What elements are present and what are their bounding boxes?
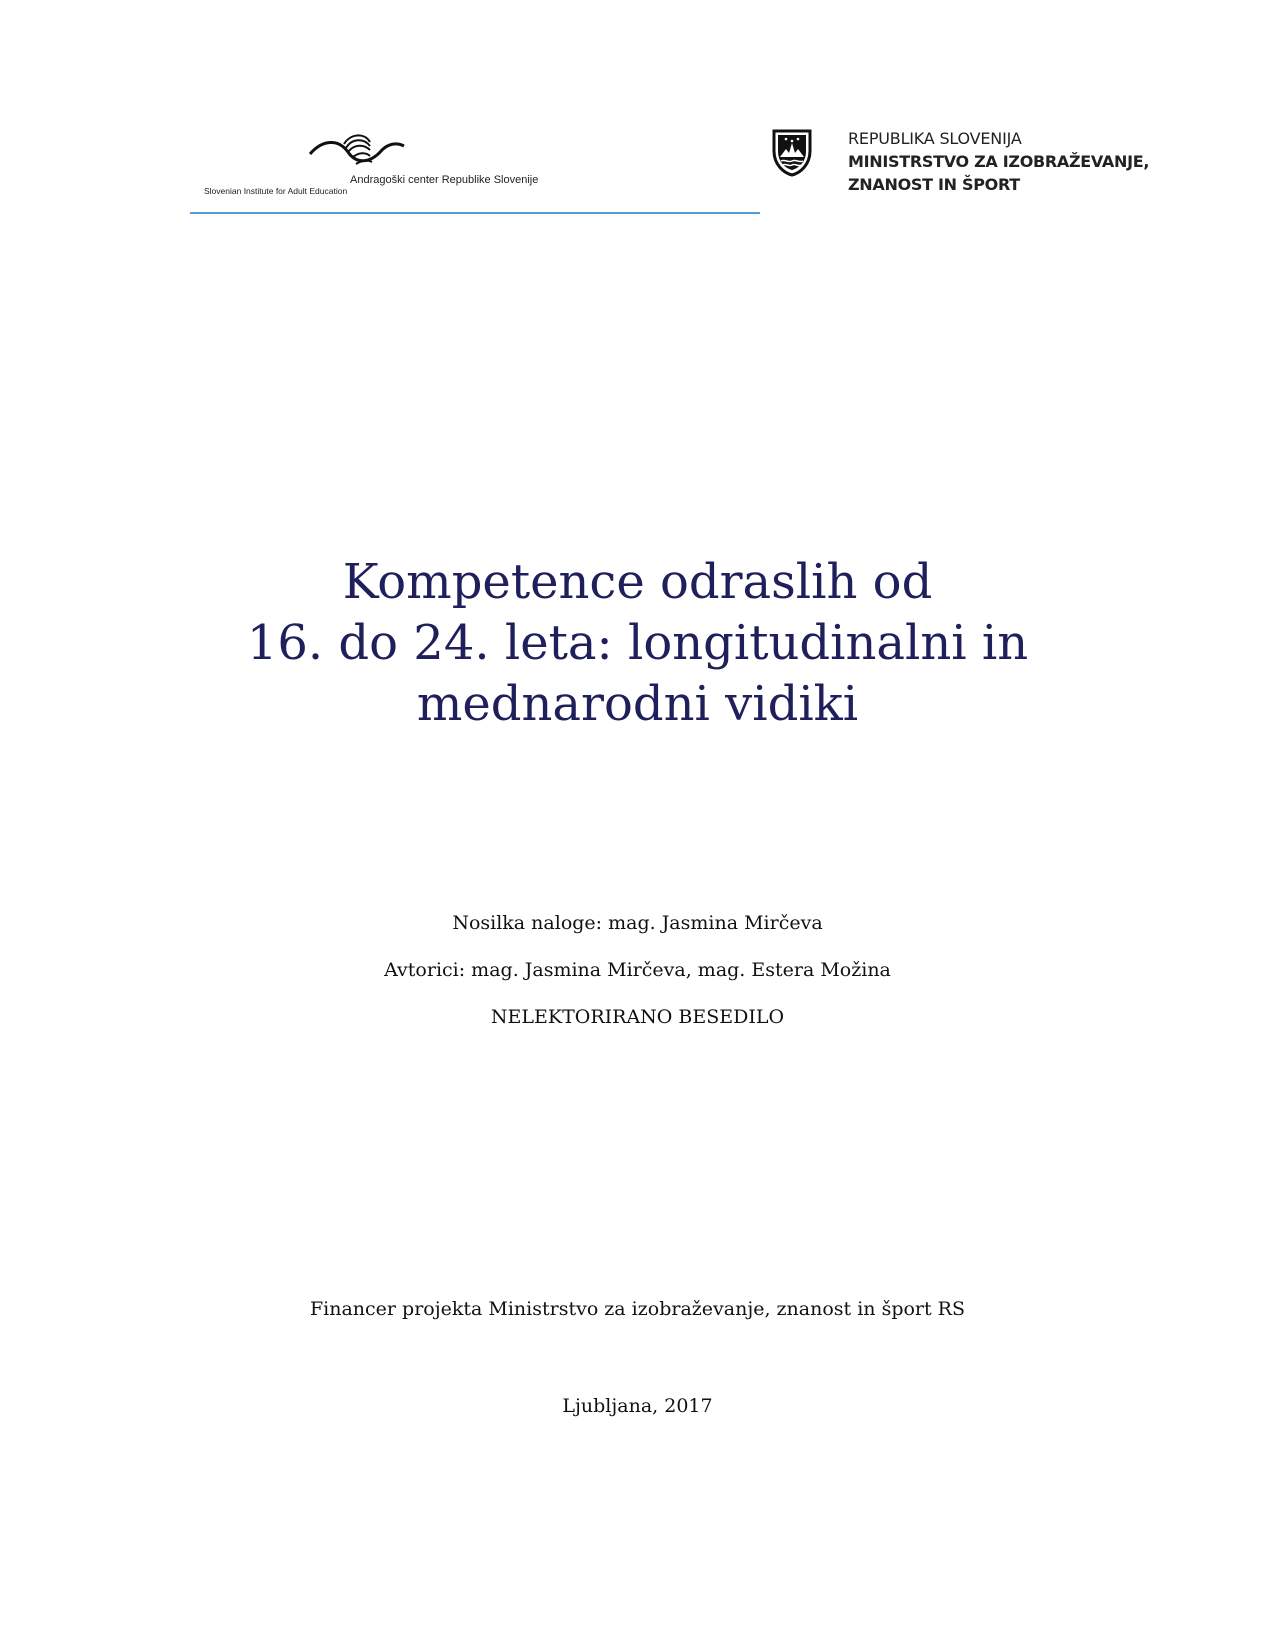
acs-logo bbox=[198, 130, 568, 200]
acs-name: Andragoški center Republike Slovenije bbox=[350, 174, 539, 186]
title-line-2: 16. do 24. leta: longitudinalni in bbox=[246, 615, 1029, 671]
title-line-3: mednarodni vidiki bbox=[416, 676, 859, 732]
title-line-1: Kompetence odraslih od bbox=[342, 554, 933, 610]
editorial-note: NELEKTORIRANO BESEDILO bbox=[490, 1006, 785, 1028]
project-lead: Nosilka naloge: mag. Jasmina Mirčeva bbox=[452, 912, 823, 934]
acs-wave-logo-icon bbox=[308, 130, 408, 176]
ministry-name bbox=[848, 127, 1149, 196]
document-title bbox=[0, 552, 1275, 735]
ministry-line-2: MINISTRSTVO ZA IZOBRAŽEVANJE, bbox=[848, 152, 1150, 171]
ministry-logo bbox=[772, 127, 1172, 197]
funder: Financer projekta Ministrstvo za izobraževanje, znanost in šport RS bbox=[309, 1298, 966, 1320]
ministry-line-1: REPUBLIKA SLOVENIJA bbox=[848, 129, 1022, 148]
slovenia-coat-of-arms-icon bbox=[772, 129, 812, 177]
place-date: Ljubljana, 2017 bbox=[562, 1395, 713, 1417]
ministry-line-3: ZNANOST IN ŠPORT bbox=[848, 175, 1020, 194]
header-rule bbox=[190, 212, 760, 214]
authors: Avtorici: mag. Jasmina Mirčeva, mag. Estera Možina bbox=[384, 959, 891, 981]
acs-subtitle: Slovenian Institute for Adult Education bbox=[204, 186, 348, 196]
